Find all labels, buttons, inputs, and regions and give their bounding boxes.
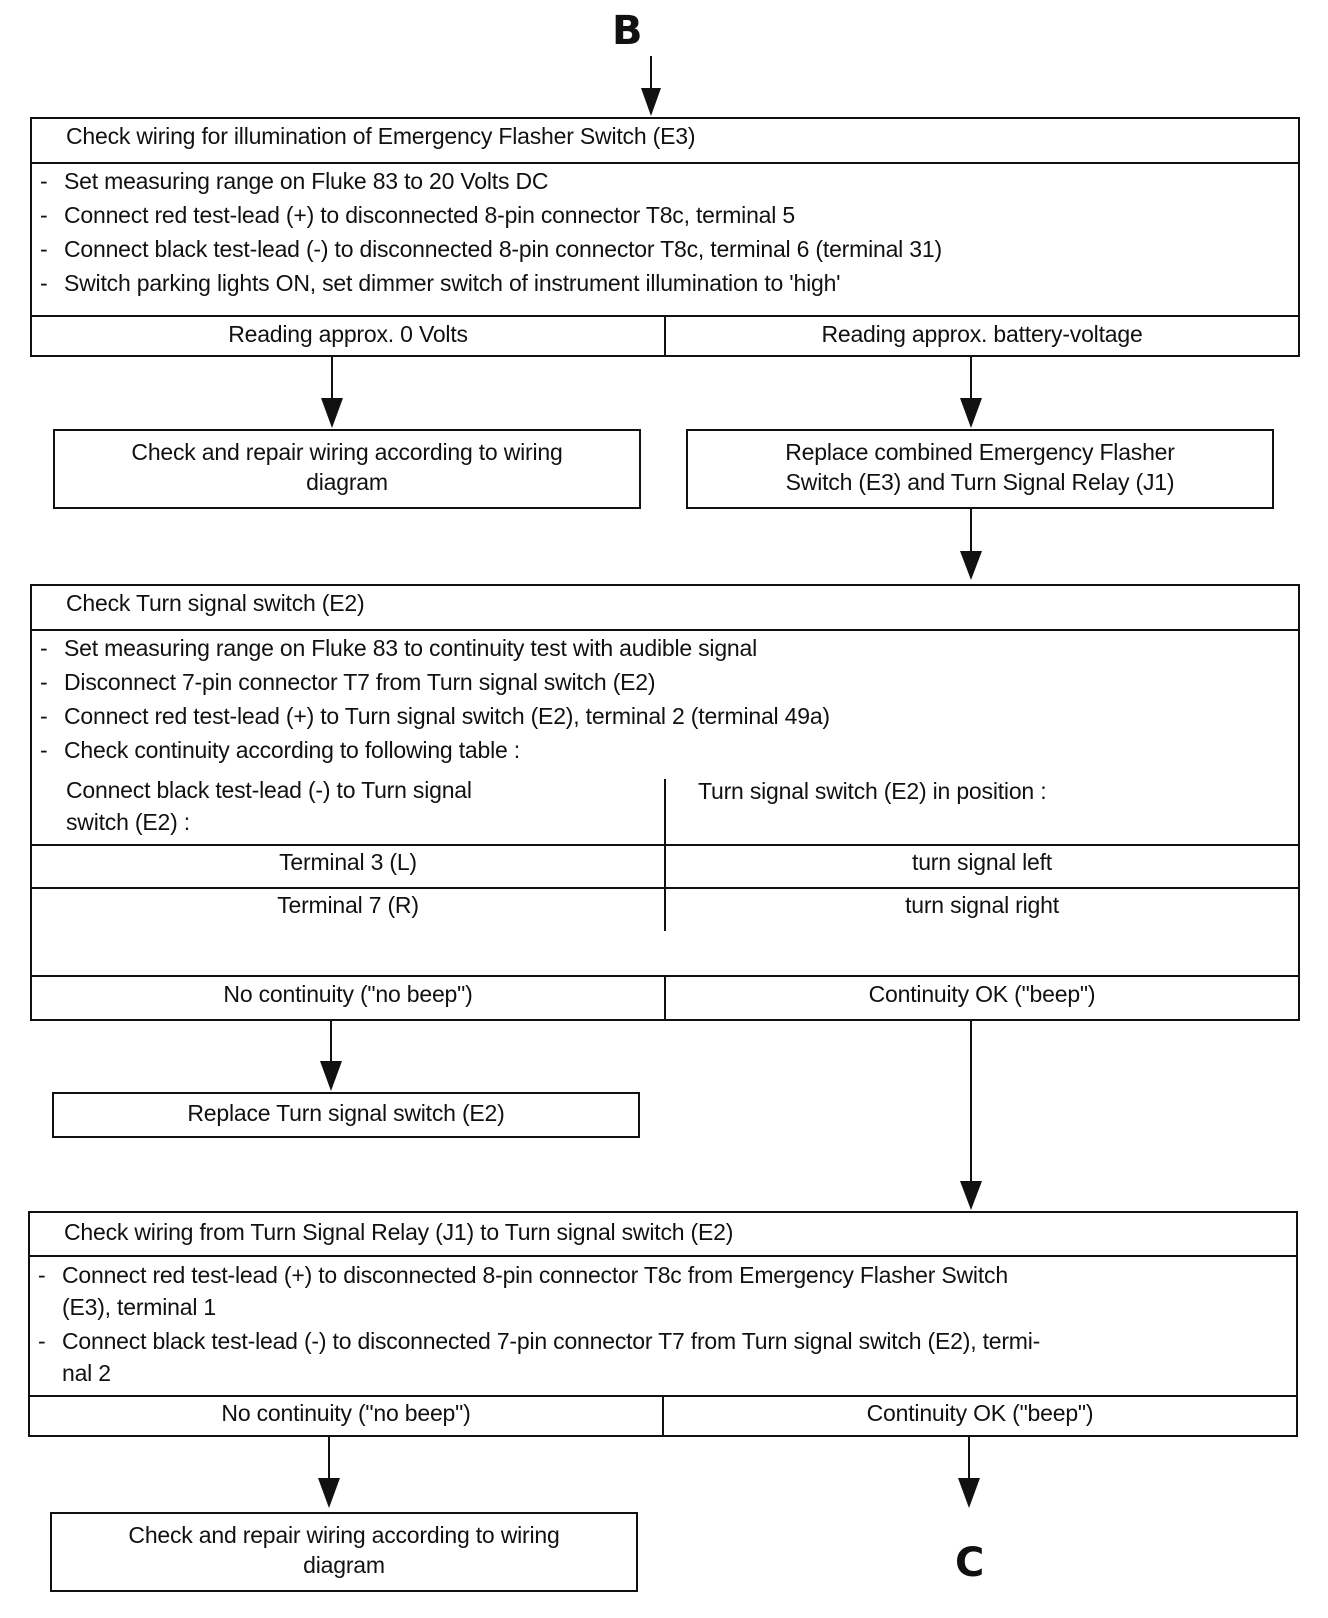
action-text-line1: Replace combined Emergency Flasher bbox=[785, 439, 1175, 465]
instruction-line: Connect black test-lead (-) to disconnected 7-pin connector T7 from Turn signal switch (E2), termi- bbox=[62, 1328, 1041, 1354]
outcome-right: Reading approx. battery-voltage bbox=[821, 321, 1143, 347]
connector-c-label: C bbox=[955, 1540, 985, 1586]
bullet: - bbox=[38, 1328, 46, 1354]
bullet: - bbox=[40, 635, 48, 661]
bullet: - bbox=[38, 1262, 46, 1288]
outcome-right: Continuity OK ("beep") bbox=[866, 1400, 1094, 1426]
step2-box bbox=[30, 584, 1300, 1021]
table-header-left bbox=[66, 774, 472, 838]
action-text-line2: Switch (E3) and Turn Signal Relay (J1) bbox=[785, 469, 1175, 495]
action-text: Replace Turn signal switch (E2) bbox=[187, 1100, 505, 1126]
instruction-text bbox=[62, 1325, 1040, 1389]
instruction-text: Switch parking lights ON, set dimmer switch of instrument illumination to 'high' bbox=[64, 270, 841, 296]
action-repair-wiring-box bbox=[53, 429, 641, 509]
outcome-left: No continuity ("no beep") bbox=[221, 1400, 471, 1426]
header-line2: switch (E2) : bbox=[66, 809, 190, 835]
bullet: - bbox=[40, 703, 48, 729]
table-cell-terminal: Terminal 3 (L) bbox=[279, 849, 417, 875]
table-cell-position: turn signal left bbox=[912, 849, 1052, 875]
action-replace-switch-box bbox=[52, 1092, 640, 1138]
action-text-line2: diagram bbox=[303, 1552, 385, 1578]
connector-b-label: B bbox=[612, 8, 643, 54]
divider bbox=[30, 1255, 1296, 1257]
outcome-left: No continuity ("no beep") bbox=[223, 981, 473, 1007]
action-text-line1: Check and repair wiring according to wiring bbox=[131, 439, 563, 465]
instruction-text: Connect red test-lead (+) to Turn signal switch (E2), terminal 2 (terminal 49a) bbox=[64, 703, 830, 729]
step1-instructions bbox=[32, 164, 1298, 304]
instruction-text: Set measuring range on Fluke 83 to continuity test with audible signal bbox=[64, 635, 758, 661]
bullet: - bbox=[40, 669, 48, 695]
bullet: - bbox=[40, 737, 48, 763]
step3-title: Check wiring from Turn Signal Relay (J1) to Turn signal switch (E2) bbox=[64, 1219, 734, 1245]
instruction-text bbox=[62, 1259, 1008, 1323]
instruction-text: Set measuring range on Fluke 83 to 20 Volts DC bbox=[64, 168, 549, 194]
bullet: - bbox=[40, 236, 48, 262]
instruction-text: Check continuity according to following table : bbox=[64, 737, 520, 763]
step1-title: Check wiring for illumination of Emergency Flasher Switch (E3) bbox=[66, 123, 696, 149]
step1-box bbox=[30, 117, 1300, 357]
instruction-line: Connect red test-lead (+) to disconnected 8-pin connector T8c from Emergency Flasher Switch bbox=[62, 1262, 1008, 1288]
table-cell-terminal: Terminal 7 (R) bbox=[277, 892, 419, 918]
header-line1: Connect black test-lead (-) to Turn signal bbox=[66, 777, 472, 803]
action-text-line1: Check and repair wiring according to wiring bbox=[128, 1522, 560, 1548]
table-header-right: Turn signal switch (E2) in position : bbox=[698, 778, 1047, 804]
action-text-line2: diagram bbox=[306, 469, 388, 495]
bullet: - bbox=[40, 270, 48, 296]
outcome-right: Continuity OK ("beep") bbox=[868, 981, 1096, 1007]
instruction-text: Connect red test-lead (+) to disconnected 8-pin connector T8c, terminal 5 bbox=[64, 202, 795, 228]
table-cell-position: turn signal right bbox=[905, 892, 1059, 918]
bullet: - bbox=[40, 202, 48, 228]
instruction-line: nal 2 bbox=[62, 1360, 111, 1386]
step2-title: Check Turn signal switch (E2) bbox=[66, 590, 365, 616]
action-repair-wiring-box-2 bbox=[50, 1512, 638, 1592]
step3-box bbox=[28, 1211, 1298, 1437]
instruction-text: Disconnect 7-pin connector T7 from Turn signal switch (E2) bbox=[64, 669, 656, 695]
instruction-line: (E3), terminal 1 bbox=[62, 1294, 217, 1320]
action-replace-flasher-box bbox=[686, 429, 1274, 509]
instruction-text: Connect black test-lead (-) to disconnected 8-pin connector T8c, terminal 6 (terminal 31) bbox=[64, 236, 942, 262]
outcome-left: Reading approx. 0 Volts bbox=[228, 321, 468, 347]
bullet: - bbox=[40, 168, 48, 194]
